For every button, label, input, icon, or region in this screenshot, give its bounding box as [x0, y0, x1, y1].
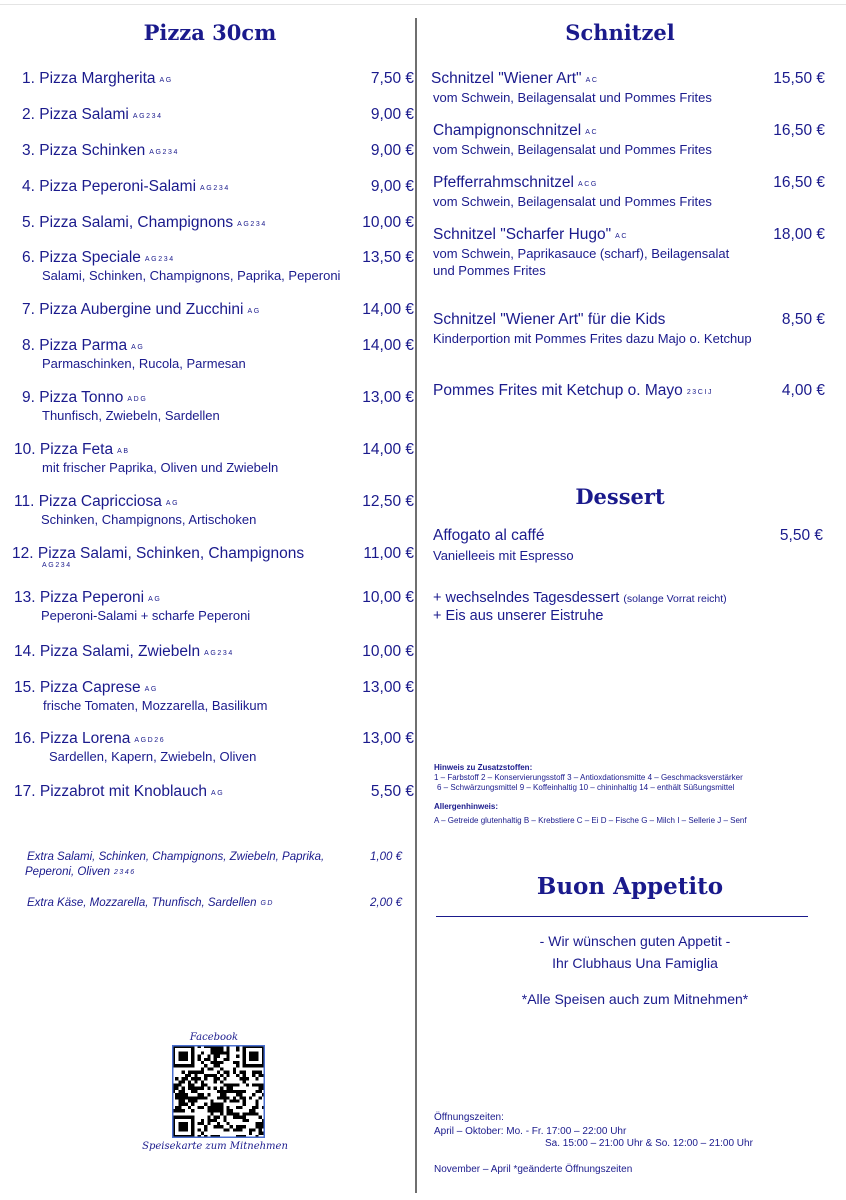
- allergen-code: AG234: [132, 113, 163, 120]
- pizza-item-price: 13,00 €: [362, 389, 414, 406]
- allergen-code: AC: [585, 77, 599, 84]
- pizza-item-name: [22, 70, 173, 88]
- allergen-code: 2346: [114, 869, 136, 876]
- schnitzel-item-name: [433, 382, 713, 400]
- pizza-item-price: 12,50 €: [362, 493, 414, 510]
- closing-heading: Buon Appetito: [536, 873, 724, 900]
- allergen-code: AC: [585, 129, 599, 136]
- pizza-item-price: 14,00 €: [362, 301, 414, 318]
- hours-line-1: April – Oktober: Mo. - Fr. 17:00 – 22:00 Uhr: [434, 1126, 627, 1137]
- allergen-code: AG234: [144, 256, 175, 263]
- pizza-item-label: 5. Pizza Salami, Champignons: [22, 214, 234, 231]
- pizza-item-price: 10,00 €: [362, 589, 414, 606]
- allergen-code: 23CIJ: [686, 389, 714, 396]
- pizza-item-name: [22, 249, 175, 267]
- extra-toppings-line-2-text: Peperoni, Oliven: [25, 866, 111, 878]
- closing-line-2: Ihr Clubhaus Una Famiglia: [552, 955, 718, 971]
- schnitzel-item-name: [431, 70, 599, 88]
- allergen-code: ADG: [127, 396, 148, 403]
- pizza-item-desc: Peperoni-Salami + scharfe Peperoni: [41, 608, 251, 623]
- pizza-item-price: 10,00 €: [362, 214, 414, 231]
- pizza-heading: Pizza 30cm: [143, 20, 277, 45]
- allergen-code: AG234: [149, 149, 180, 156]
- pizza-item-name: [22, 389, 147, 407]
- schnitzel-item-name: [433, 311, 665, 329]
- pizza-item-label: 8. Pizza Parma: [22, 337, 128, 354]
- qr-top-label: Facebook: [189, 1032, 239, 1043]
- schnitzel-item-label: Pommes Frites mit Ketchup o. Mayo: [433, 382, 683, 399]
- pizza-item-name: [14, 493, 179, 511]
- pizza-item-label: 16. Pizza Lorena: [14, 730, 131, 747]
- pizza-item-price: 13,50 €: [362, 249, 414, 266]
- allergen-title: Allergenhinweis:: [434, 802, 499, 811]
- extra-cheese-text: Extra Käse, Mozzarella, Thunfisch, Sardellen: [27, 897, 257, 909]
- schnitzel-item-desc-2: und Pommes Frites: [433, 263, 546, 278]
- allergen-code: AG: [211, 790, 225, 797]
- allergen-code: AG: [148, 596, 162, 603]
- pizza-item-price: 10,00 €: [362, 643, 414, 660]
- allergen-code: AG234: [42, 562, 72, 569]
- schnitzel-item-label: Champignonschnitzel: [433, 122, 582, 139]
- pizza-item-label: 2. Pizza Salami: [22, 106, 129, 123]
- pizza-item-name: [22, 178, 230, 196]
- dessert-heading: Dessert: [575, 484, 665, 509]
- pizza-item-price: 13,00 €: [362, 679, 414, 696]
- pizza-item-name: [14, 441, 130, 459]
- pizza-item-name: [14, 783, 224, 801]
- extra-toppings-price: 1,00 €: [370, 851, 402, 863]
- closing-line-1: - Wir wünschen guten Appetit -: [539, 933, 731, 949]
- allergen-code: AG: [144, 686, 158, 693]
- pizza-item-price: 14,00 €: [362, 441, 414, 458]
- schnitzel-item-price: 8,50 €: [781, 311, 825, 328]
- pizza-item-name: [12, 545, 305, 569]
- pizza-item-price: 9,00 €: [370, 106, 414, 123]
- allergen-line: A – Getreide glutenhaltig B – Krebstiere C – Ei D – Fische G – Milch I – Sellerie J – Senf: [434, 816, 747, 825]
- extra-cheese-price: 2,00 €: [370, 897, 402, 909]
- pizza-item-name: [14, 643, 234, 661]
- pizza-item-name: [14, 589, 161, 607]
- pizza-item-label: 1. Pizza Margherita: [22, 70, 156, 87]
- pizza-item-desc: Schinken, Champignons, Artischoken: [41, 512, 257, 527]
- dessert-note-1: [433, 590, 727, 606]
- dessert-item-price: 5,50 €: [779, 527, 823, 544]
- schnitzel-item-price: 15,50 €: [773, 70, 825, 87]
- pizza-item-desc: frische Tomaten, Mozzarella, Basilikum: [43, 698, 268, 713]
- pizza-item-label: 7. Pizza Aubergine und Zucchini: [22, 301, 244, 318]
- allergen-code: AGD26: [134, 737, 166, 744]
- pizza-item-price: 11,00 €: [363, 545, 414, 562]
- schnitzel-item-price: 16,50 €: [773, 122, 825, 139]
- pizza-item-name: [14, 730, 165, 748]
- qr-bottom-label: Speisekarte zum Mitnehmen: [142, 1141, 288, 1152]
- allergen-code: AG: [131, 344, 145, 351]
- dessert-note-1-text: + wechselndes Tagesdessert: [433, 590, 620, 606]
- schnitzel-item-desc: vom Schwein, Beilagensalat und Pommes Frites: [433, 90, 712, 105]
- schnitzel-item-price: 4,00 €: [781, 382, 825, 399]
- qr-code-icon[interactable]: [172, 1045, 265, 1138]
- pizza-item-price: 13,00 €: [362, 730, 414, 747]
- allergen-code: AG: [247, 308, 261, 315]
- pizza-item-label: 15. Pizza Caprese: [14, 679, 141, 696]
- closing-line-3: *Alle Speisen auch zum Mitnehmen*: [521, 991, 749, 1007]
- pizza-item-label: 4. Pizza Peperoni-Salami: [22, 178, 197, 195]
- allergen-code: AG234: [237, 221, 267, 228]
- schnitzel-item-desc: Kinderportion mit Pommes Frites dazu Majo o. Ketchup: [433, 331, 752, 346]
- pizza-item-desc: mit frischer Paprika, Oliven und Zwiebeln: [42, 460, 279, 475]
- column-divider: [415, 18, 417, 1193]
- schnitzel-item-label: Schnitzel "Wiener Art" für die Kids: [433, 311, 666, 328]
- pizza-item-name: [14, 679, 158, 697]
- allergen-code: ACG: [578, 181, 598, 188]
- allergen-code: AG: [159, 77, 173, 84]
- allergen-code: AB: [117, 448, 130, 455]
- schnitzel-item-price: 18,00 €: [773, 226, 825, 243]
- schnitzel-item-label: Schnitzel "Wiener Art": [431, 70, 582, 87]
- pizza-item-price: 9,00 €: [370, 178, 414, 195]
- pizza-item-price: 5,50 €: [370, 783, 414, 800]
- pizza-item-desc: Thunfisch, Zwiebeln, Sardellen: [42, 408, 220, 423]
- additives-line-1: 1 – Farbstoff 2 – Konservierungsstoff 3 – Antioxdationsmitte 4 – Geschmacksverstärker: [434, 773, 743, 782]
- pizza-item-desc: Parmaschinken, Rucola, Parmesan: [42, 356, 246, 371]
- schnitzel-item-label: Pfefferrahmschnitzel: [433, 174, 574, 191]
- pizza-item-name: [22, 142, 179, 160]
- schnitzel-item-name: [433, 174, 598, 192]
- pizza-item-price: 14,00 €: [362, 337, 414, 354]
- schnitzel-item-name: [433, 122, 598, 140]
- pizza-item-label: 14. Pizza Salami, Zwiebeln: [14, 643, 201, 660]
- pizza-item-name: [22, 106, 163, 124]
- closing-rule: [436, 916, 808, 917]
- schnitzel-heading: Schnitzel: [565, 20, 675, 45]
- pizza-item-label: 10. Pizza Feta: [14, 441, 114, 458]
- pizza-item-name: [22, 214, 267, 232]
- pizza-item-label: 11. Pizza Capricciosa: [14, 493, 162, 510]
- hours-line-2: Sa. 15:00 – 21:00 Uhr & So. 12:00 – 21:00 Uhr: [545, 1138, 753, 1149]
- schnitzel-item-name: [433, 226, 628, 244]
- pizza-item-label: 3. Pizza Schinken: [22, 142, 146, 159]
- schnitzel-item-price: 16,50 €: [773, 174, 825, 191]
- pizza-item-name: [22, 301, 261, 319]
- pizza-item-label: 6. Pizza Speciale: [22, 249, 141, 266]
- pizza-item-price: 7,50 €: [370, 70, 414, 87]
- hours-line-3: November – April *geänderte Öffnungszeiten: [434, 1164, 633, 1175]
- additives-line-2: 6 – Schwärzungsmittel 9 – Koffeinhaltig 10 – chininhaltig 14 – enthält Süßungsmittel: [437, 783, 735, 792]
- pizza-item-label: 13. Pizza Peperoni: [14, 589, 145, 606]
- pizza-item-desc: Salami, Schinken, Champignons, Paprika, Peperoni: [42, 268, 341, 283]
- allergen-code: AC: [615, 233, 629, 240]
- schnitzel-item-desc: vom Schwein, Beilagensalat und Pommes Frites: [433, 142, 712, 157]
- allergen-code: AG234: [200, 185, 230, 192]
- hours-title: Öffnungszeiten:: [434, 1112, 504, 1123]
- pizza-item-name: [22, 337, 144, 355]
- allergen-code: AG: [165, 500, 180, 507]
- pizza-item-label: 9. Pizza Tonno: [22, 389, 124, 406]
- extra-toppings-line-1: Extra Salami, Schinken, Champignons, Zwiebeln, Paprika,: [27, 851, 325, 863]
- pizza-item-label: 17. Pizzabrot mit Knoblauch: [14, 783, 207, 800]
- dessert-note-1-small: (solange Vorrat reicht): [623, 593, 727, 605]
- pizza-item-desc: Sardellen, Kapern, Zwiebeln, Oliven: [49, 749, 257, 764]
- schnitzel-item-desc: vom Schwein, Beilagensalat und Pommes Frites: [433, 194, 712, 209]
- pizza-item-label: 12. Pizza Salami, Schinken, Champignons: [12, 545, 305, 562]
- pizza-item-price: 9,00 €: [370, 142, 414, 159]
- top-border: [0, 0, 846, 5]
- schnitzel-item-label: Schnitzel "Scharfer Hugo": [433, 226, 612, 243]
- schnitzel-item-desc: vom Schwein, Paprikasauce (scharf), Beilagensalat: [433, 246, 730, 261]
- dessert-note-2: + Eis aus unserer Eistruhe: [433, 608, 604, 624]
- additives-title: Hinweis zu Zusatzstoffen:: [434, 763, 533, 772]
- allergen-code: AG234: [204, 650, 234, 657]
- extra-toppings-line-2: [25, 866, 136, 878]
- allergen-code: GD: [260, 900, 274, 907]
- extra-cheese-line: [27, 897, 274, 909]
- dessert-item-name: Affogato al caffé: [433, 527, 545, 544]
- dessert-item-desc: Vanielleeis mit Espresso: [433, 548, 574, 563]
